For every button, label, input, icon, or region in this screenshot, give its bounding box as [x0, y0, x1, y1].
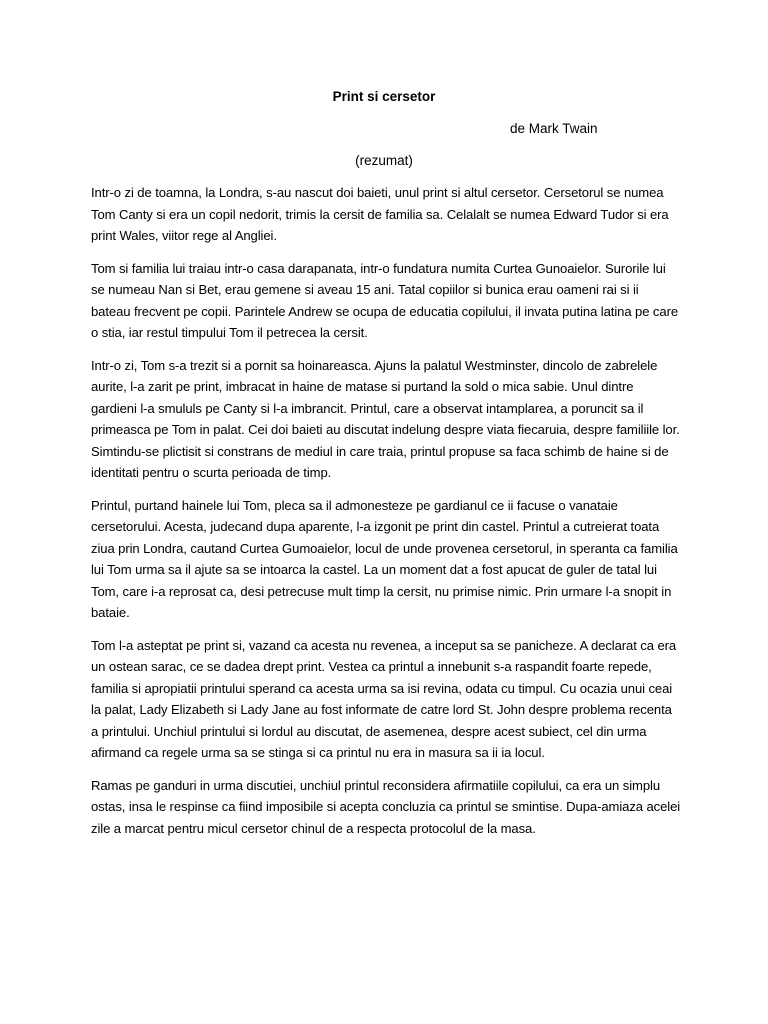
paragraph: Tom l-a asteptat pe print si, vazand ca acesta nu revenea, a inceput sa se panicheze. A declarat ca era un ostean sarac, ce se dadea drept print. Vestea ca printul a innebunit s-a raspandit foarte repede, familia si apropiatii printului sperand ca acesta urma sa isi revina, odata cu timpul. Cu ocazia unui ceai la palat, Lady Elizabeth si Lady Jane au fost informate de catre lord St. John despre problema recenta a printului. Unchiul printului si lordul au discutat, de asemenea, despre acest subiect, cel din urma afirmand ca regele urma sa se stinga si ca printul nu era in masura sa ii ia locul. [91, 637, 677, 760]
paragraph: Intr-o zi de toamna, la Londra, s-au nascut doi baieti, unul print si altul cersetor. Cersetorul se numea Tom Canty si era un copil nedorit, trimis la cersit de familia sa. Celalalt se numea Edward Tudor si era print Wales, viitor rege al Angliei. [91, 185, 669, 243]
paragraph: Printul, purtand hainele lui Tom, pleca sa il admonesteze pe gardianul ce ii facuse o vanataie cersetorului. Acesta, judecand dupa aparente, l-a izgonit pe print din castel. Printul a cutreierat toata ziua prin Londra, cautand Curtea Gumoaielor, locul de unde provenea cersetorul, in speranta ca familia lui Tom urma sa il ajute sa se intoarca la castel. La un moment dat a fost apucat de guler de tatal lui Tom, care i-a reprosat ca, desi petrecuse mult timp la cersit, nu primise nimic. Prin urmare l-a snopit in bataie. [91, 497, 678, 620]
paragraph: Intr-o zi, Tom s-a trezit si a pornit sa hoinareasca. Ajuns la palatul Westminster, dincolo de zabrelele aurite, l-a zarit pe print, imbracat in haine de matase si purtand la sold o mica sabie. Unul dintre gardieni l-a smululs pe Canty si l-a imbrancit. Printul, care a observat intamplarea, a poruncit sa il primeasca pe Tom in palat. Cei doi baieti au discutat indelung despre viata fiecaruia, despre familiile lor. Simtindu-se plictisit si constrans de mediul in care traia, printul propuse sa faca schimb de haine si de identitati pentru o scurta perioada de timp. [91, 357, 680, 480]
document-title: Print si cersetor [332, 89, 436, 104]
document-subtitle: (rezumat) [355, 153, 413, 168]
paragraph: Tom si familia lui traiau intr-o casa darapanata, intr-o fundatura numita Curtea Gunoaielor. Surorile lui se numeau Nan si Bet, erau gemene si aveau 15 ani. Tatal copiilor si bunica erau oameni rai si ii bateau frecvent pe copii. Parintele Andrew se ocupa de educatia copilului, il invata putina latina pe care o stia, iar restul timpului Tom il petrecea la cersit. [91, 260, 679, 340]
document-author: de Mark Twain [510, 121, 598, 136]
paragraph: Ramas pe ganduri in urma discutiei, unchiul printul reconsidera afirmatiile copilului, ca era un simplu ostas, insa le respinse ca fiind imposibile si acepta concluzia ca printul se smintise. Dupa-amiaza acelei zile a marcat pentru micul cersetor chinul de a respecta protocolul de la masa. [91, 777, 681, 836]
document-body [91, 182, 681, 850]
